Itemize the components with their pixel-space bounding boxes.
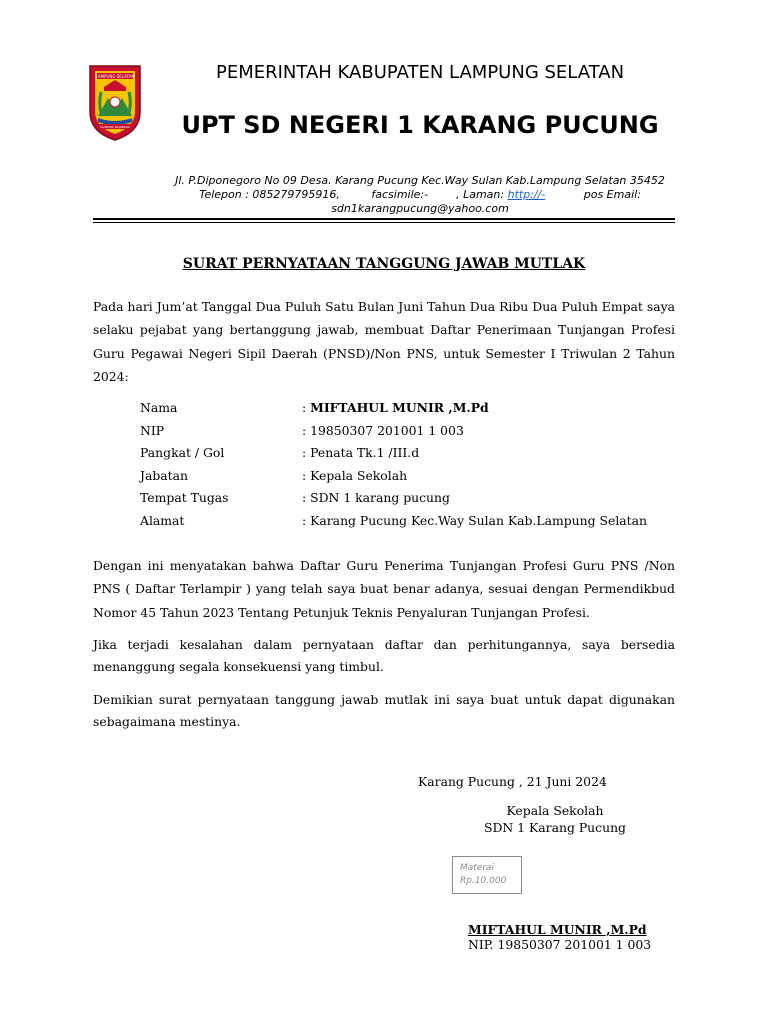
website-label: , Laman: <box>456 188 505 201</box>
website-link[interactable]: http://- <box>507 188 546 201</box>
document-title: SURAT PERNYATAAN TANGGUNG JAWAB MUTLAK <box>182 256 586 272</box>
field-value: : Karang Pucung Kec.Way Sulan Kab.Lampung Selatan <box>302 512 648 528</box>
field-value <box>302 397 489 420</box>
logo-text-top: LAMPUNG SELATAN <box>95 74 135 79</box>
liability-paragraph: Jika terjadi kesalahan dalam pernyataan daftar dan perhitungannya, saya bersedia menanggung segala konsekuensi yang timbul. <box>93 637 675 674</box>
field-row-tempat-tugas <box>140 487 680 510</box>
closing-paragraph: Demikian surat pernyataan tanggung jawab mutlak ini saya buat untuk dapat digunakan sebagaimana mestinya. <box>93 692 675 729</box>
school-name: UPT SD NEGERI 1 KARANG PUCUNG <box>181 111 659 139</box>
field-row-nip <box>140 420 680 443</box>
field-row-jabatan <box>140 465 680 488</box>
field-row-pangkat <box>140 442 680 465</box>
contact-line <box>120 188 720 202</box>
signer-nip: NIP. 19850307 201001 1 003 <box>468 937 652 952</box>
email-label: pos Email: <box>583 188 641 201</box>
opening-paragraph: Pada hari Jum’at Tanggal Dua Puluh Satu Bulan Juni Tahun Dua Ribu Dua Puluh Empat saya selaku pejabat yang bertanggung jawab, membuat Daftar Penerimaan Tunjangan Profesi Guru Pegawai Negeri Sipil Daerah (PNSD)/Non PNS, untuk Semester I Triwulan 2 Tahun 2024: <box>93 299 675 384</box>
field-value-name: MIFTAHUL MUNIR ,M.Pd <box>310 400 489 415</box>
statement-paragraph: Dengan ini menyatakan bahwa Daftar Guru Penerima Tunjangan Profesi Guru PNS /Non PNS ( Daftar Terlampir ) yang telah saya buat benar adanya, sesuai dengan Permendikbud Nomor 45 Tahun 2023 Tentang Petunjuk Teknis Penyaluran Tunjangan Profesi. <box>93 558 675 620</box>
signer-institution: SDN 1 Karang Pucung <box>484 820 626 835</box>
field-label: Tempat Tugas <box>140 490 229 506</box>
letterhead-divider-thick <box>93 218 675 220</box>
field-value: : Penata Tk.1 /III.d <box>302 445 420 461</box>
stamp-line-1: Materai <box>460 863 495 873</box>
signer-name: MIFTAHUL MUNIR ,M.Pd <box>468 922 647 937</box>
revenue-stamp-placeholder <box>452 856 522 894</box>
place-date: Karang Pucung , 21 Juni 2024 <box>418 774 607 789</box>
field-label: Alamat <box>140 512 185 528</box>
field-value: : 19850307 201001 1 003 <box>302 422 464 438</box>
lampung-selatan-regency-crest-icon <box>84 60 146 142</box>
letterhead-address-block <box>120 174 720 216</box>
logo-text-bottom: GUNUNG RAJABASA <box>100 125 130 129</box>
field-value: : Kepala Sekolah <box>302 467 408 483</box>
field-label: Jabatan <box>140 467 189 483</box>
government-line: PEMERINTAH KABUPATEN LAMPUNG SELATAN <box>215 62 625 83</box>
signer-position: Kepala Sekolah <box>506 803 604 818</box>
stamp-line-2: Rp.10.000 <box>460 876 507 886</box>
field-label: Pangkat / Gol <box>140 445 225 461</box>
identity-fields <box>140 397 680 533</box>
email-address: sdn1karangpucung@yahoo.com <box>331 202 509 215</box>
field-label: NIP <box>140 422 165 438</box>
field-colon: : <box>302 400 311 415</box>
phone: Telepon : 085279795916, <box>199 188 340 201</box>
field-row-nama <box>140 397 680 420</box>
field-value: : SDN 1 karang pucung <box>302 490 450 506</box>
letterhead-divider-thin <box>93 222 675 223</box>
field-label: Nama <box>140 400 178 415</box>
school-address: Jl. P.Diponegoro No 09 Desa. Karang Pucung Kec.Way Sulan Kab.Lampung Selatan 35452 <box>175 174 665 187</box>
field-row-alamat <box>140 510 680 533</box>
fax: facsimile:- <box>371 188 429 201</box>
signer-title-block <box>460 802 650 836</box>
